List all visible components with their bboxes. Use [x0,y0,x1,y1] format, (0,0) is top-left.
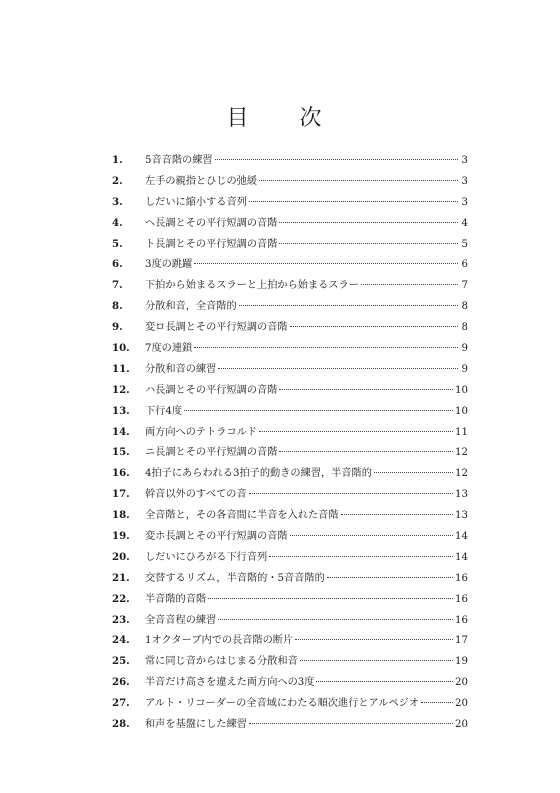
toc-entry [112,317,468,338]
toc-entry [112,693,468,714]
toc-entry-label: 半音だけ高さを違えた両方向への3度 [145,677,315,689]
toc-entry-label: 両方向へのテトラコルド [145,426,258,438]
toc-entry-label: しだいに縮小する音列 [145,196,247,208]
toc-entry [112,422,468,443]
toc-entry [112,192,468,213]
toc-entry [112,338,468,359]
toc-entry-page: 7 [461,280,468,292]
toc-entry-label: 下行4度 [145,405,183,417]
toc-entry [112,672,468,693]
toc-entry-page: 10 [455,405,468,417]
toc-entry-page: 3 [461,175,468,187]
toc-entry [112,296,468,317]
dot-leader [249,723,453,724]
toc-entry-number: 18. [112,509,130,522]
dot-leader [269,556,453,557]
toc-entry-page: 3 [461,196,468,208]
toc-entry-number: 1. [112,154,123,166]
toc-entry-number: 3. [112,195,123,208]
toc-entry-page: 14 [455,531,468,543]
toc-entry [112,610,468,631]
dot-leader [259,431,453,432]
toc-entry-page: 20 [455,698,468,710]
toc-entry [112,234,468,255]
toc-entry-number: 22. [112,592,130,605]
toc-entry-label: 分散和音の練習 [145,363,217,375]
dot-leader [279,243,458,244]
toc-entry-page: 19 [455,656,468,668]
toc-entry-page: 9 [461,363,468,375]
toc-entry [112,380,468,401]
dot-leader [194,263,458,264]
toc-entry-page: 16 [455,593,468,605]
toc-entry-number: 13. [112,404,130,417]
dot-leader [249,201,458,202]
toc-entry-label: 3度の跳躍 [145,259,193,271]
dot-leader [279,451,453,452]
dot-leader [341,514,453,515]
toc-entry-number: 12. [112,383,130,396]
toc-entry-label: 全音音程の練習 [145,614,217,626]
toc-entry [112,484,468,505]
toc-entry [112,359,468,380]
toc-entry-label: 左手の親指とひじの弛緩 [145,175,258,187]
toc-entry-page: 16 [455,572,468,584]
toc-entry-label: 幹音以外のすべての音 [145,489,247,501]
toc-entry [112,547,468,568]
toc-entry [112,630,468,651]
dot-leader [421,702,453,703]
page-title: 目 次 [226,105,344,131]
toc-entry-label: 下拍から始まるスラーと上拍から始まるスラー [145,280,359,292]
dot-leader [184,410,453,411]
dot-leader [361,284,458,285]
toc-entry-label: アルト・リコーダーの全音域にわたる順次進行とアルペジオ [145,698,420,710]
toc-entry [112,275,468,296]
toc-entry-label: 5音音階の練習 [145,155,213,166]
toc-entry-number: 16. [112,467,130,480]
dot-leader [374,472,453,473]
toc-entry-label: ヘ長調とその平行短調の音階 [145,217,278,229]
toc-entry-page: 20 [455,719,468,731]
toc-entry-page: 4 [461,217,468,229]
toc-entry-number: 2. [112,174,123,187]
toc-entry-page: 12 [455,447,468,459]
toc-entry-page: 9 [461,343,468,355]
toc-entry-label: 半音階的音階 [145,593,207,605]
dot-leader [194,347,458,348]
toc-entry-page: 13 [455,510,468,522]
toc-entry-number: 27. [112,697,130,710]
toc-entry-page: 8 [461,322,468,334]
toc-entry-label: 分散和音，全音階的 [145,301,237,313]
toc-entry-number: 24. [112,634,130,647]
dot-leader [316,681,453,682]
toc-entry-number: 17. [112,488,130,501]
dot-leader [249,493,453,494]
toc-entry-label: ニ長調とその平行短調の音階 [145,447,278,459]
toc-entry-label: 変ロ長調とその平行短調の音階 [145,322,288,334]
toc-entry-number: 20. [112,550,130,563]
toc-entry-label: ハ長調とその平行短調の音階 [145,384,278,396]
dot-leader [215,159,458,160]
toc-entry-label: ト長調とその平行短調の音階 [145,238,278,250]
dot-leader [239,305,458,306]
toc-entry-number: 26. [112,676,130,689]
toc-entry-number: 28. [112,718,130,731]
toc-entry [112,568,468,589]
toc-entry-number: 23. [112,613,130,626]
toc-entry-number: 15. [112,446,130,459]
toc-entry-label: 交替するリズム，半音階的・5音音階的 [145,572,325,584]
toc-entry-page: 11 [455,426,468,438]
toc-entry-page: 16 [455,614,468,626]
toc-entry-number: 6. [112,258,123,271]
toc-entry-page: 17 [455,635,468,647]
toc-entry-page: 14 [455,551,468,563]
toc-entry-number: 7. [112,279,123,292]
toc-entry [112,401,468,422]
dot-leader [218,619,453,620]
toc-entry-label: しだいにひろがる下行音列 [145,551,268,563]
toc-entry [112,463,468,484]
toc-entry-label: 和声を基盤にした練習 [145,719,247,731]
table-of-contents [112,150,468,735]
toc-entry-page: 12 [455,468,468,480]
toc-entry-label: 7度の連鎖 [145,343,193,355]
toc-entry-label: 変ホ長調とその平行短調の音階 [145,531,288,543]
toc-entry [112,171,468,192]
toc-entry-number: 10. [112,342,130,355]
dot-leader [218,368,458,369]
toc-entry [112,505,468,526]
toc-entry [112,254,468,275]
toc-entry-page: 5 [461,238,468,250]
dot-leader [295,639,453,640]
toc-entry [112,213,468,234]
dot-leader [300,660,453,661]
toc-entry [112,589,468,610]
toc-entry [112,651,468,672]
dot-leader [259,180,458,181]
dot-leader [279,389,453,390]
toc-entry-label: 1オクターブ内での長音階の断片 [145,635,294,647]
toc-entry-page: 6 [461,259,468,271]
toc-entry-number: 21. [112,571,130,584]
toc-entry [112,442,468,463]
toc-entry-label: 常に同じ音からはじまる分散和音 [145,656,298,668]
toc-entry-number: 25. [112,655,130,668]
toc-entry [112,526,468,547]
toc-entry-number: 5. [112,237,123,250]
toc-entry-number: 14. [112,425,130,438]
dot-leader [290,326,458,327]
toc-entry-page: 10 [455,384,468,396]
dot-leader [208,598,453,599]
toc-entry-number: 4. [112,216,123,229]
toc-entry-number: 19. [112,530,130,543]
toc-entry [112,150,468,171]
toc-entry-page: 8 [461,301,468,313]
toc-entry-page: 20 [455,677,468,689]
dot-leader [290,535,453,536]
toc-entry [112,714,468,735]
toc-entry-label: 全音階と，その各音間に半音を入れた音階 [145,510,339,522]
toc-entry-number: 8. [112,300,123,313]
toc-entry-page: 3 [461,155,468,166]
toc-entry-label: 4拍子にあらわれる3拍子的動きの練習，半音階的 [145,468,372,480]
dot-leader [327,577,453,578]
dot-leader [279,222,458,223]
toc-entry-page: 13 [455,489,468,501]
toc-entry-number: 11. [112,362,130,375]
toc-entry-number: 9. [112,321,123,334]
